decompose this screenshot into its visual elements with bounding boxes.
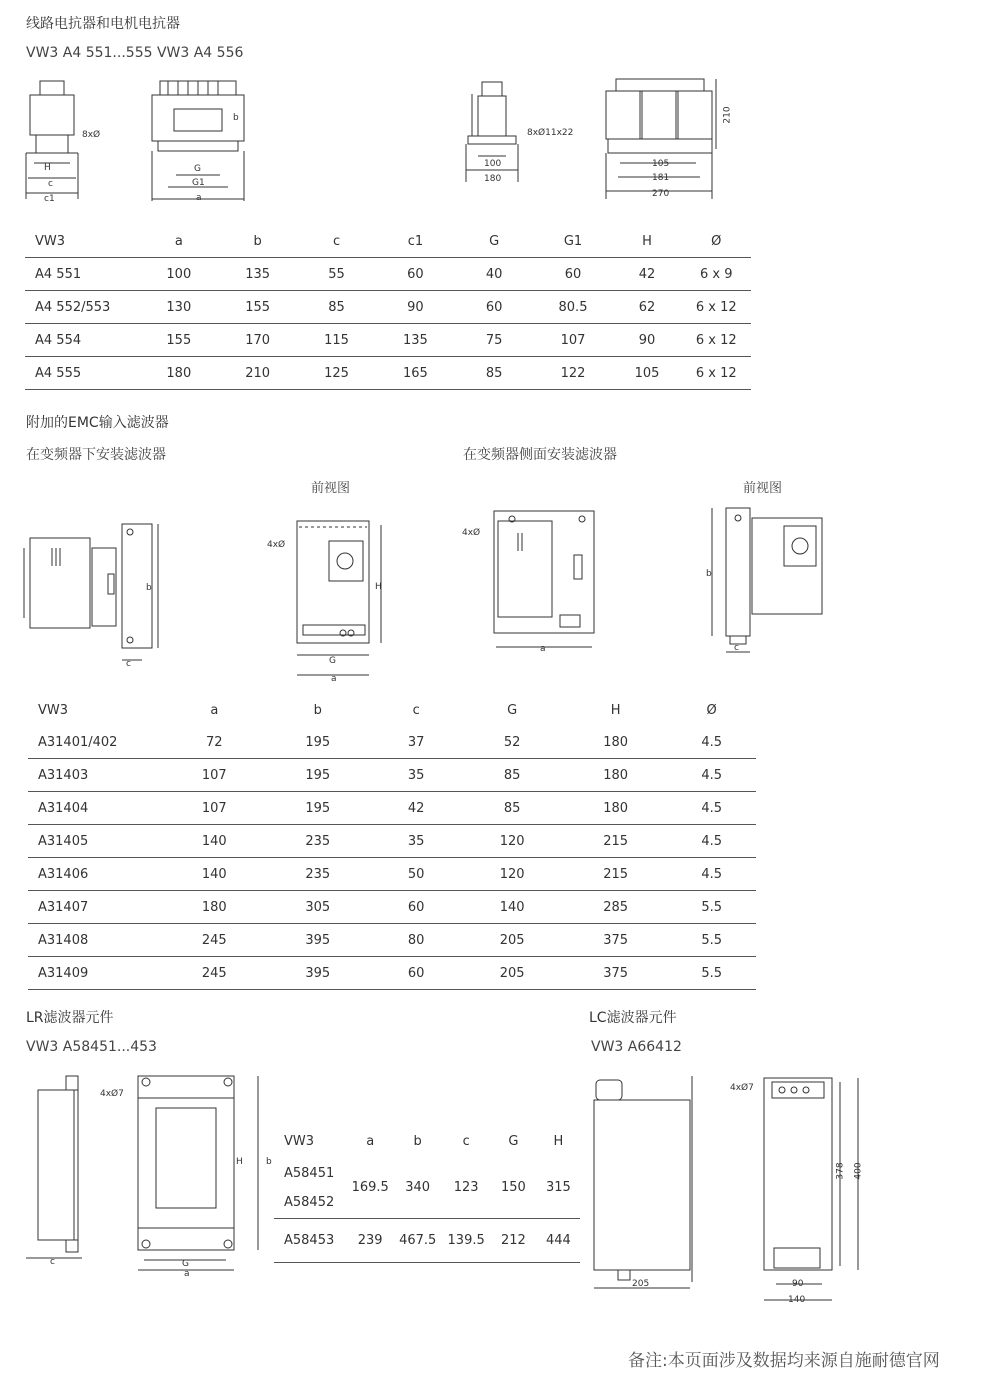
lr-filter-table [274,1124,580,1263]
dim-a: a [196,193,202,203]
dim-b: b [266,1157,272,1167]
dim-c: c [50,1257,55,1267]
dim-G: G [182,1259,189,1269]
table-row: A4 555 180 210 125 165 85 122 105 6 x 12 [25,357,751,390]
th-a: a [174,233,183,249]
table-row: A4 551 100 135 55 60 40 60 42 6 x 9 [25,258,751,291]
table-row: A31407 180 305 60 140 285 5.5 [28,891,756,924]
dim-hole: 4xØ7 [100,1089,124,1099]
dim-a: a [184,1269,190,1278]
dim-140: 140 [788,1295,806,1305]
table-row: A4 554 155 170 115 135 75 107 90 6 x 12 [25,324,751,357]
dim-c: c [734,643,739,653]
table-row: A31401/402 72 195 37 52 180 4.5 [28,726,756,759]
dim-H: H [44,163,51,173]
section2-title: 附加的EMC输入滤波器 [26,415,169,431]
front-view-label-right: 前视图 [743,481,783,496]
th-b: b [313,702,322,718]
table-row: A31405 140 235 35 120 215 4.5 [28,825,756,858]
dim-205: 205 [632,1279,650,1289]
emc-side-drawing [460,505,610,655]
dim-H: H [236,1157,243,1167]
dim-400: 400 [853,1162,864,1180]
dim-180: 180 [484,174,502,184]
reactor-table [25,225,751,390]
th-b: b [413,1133,422,1149]
dim-100: 100 [484,159,502,169]
front-view-label-left: 前视图 [311,481,351,496]
th-vw3: VW3 [38,702,69,718]
lc-filter-side-drawing [588,1072,698,1294]
th-c1: c1 [407,233,424,249]
dim-hole: 4xØ [462,528,481,538]
th-a: a [210,702,219,718]
dim-c1: c1 [44,194,55,204]
th-H: H [553,1133,564,1149]
dim-a: a [540,644,546,654]
th-dia: Ø [711,233,722,249]
dim-H: H [375,582,382,592]
th-vw3: VW3 [284,1133,315,1149]
emc-under-front-drawing [265,505,395,685]
table-row: A58451 169.5 340 123 150 315 [274,1158,580,1188]
table-row: A58453 239 467.5 139.5 212 444 [274,1218,580,1262]
dim-270: 270 [652,189,670,199]
table-row: A58452 [274,1188,580,1218]
reactor-side-drawing [22,75,82,205]
section1-title: 线路电抗器和电机电抗器 [26,16,180,32]
dim-b: b [233,113,239,123]
large-reactor-front-drawing [600,75,730,203]
table-row: A31406 140 235 50 120 215 4.5 [28,858,756,891]
dim-G1: G1 [192,178,205,188]
dim-G: G [329,656,336,666]
section2-sub-left: 在变频器下安装滤波器 [26,447,166,463]
section1-models: VW3 A4 551...555 VW3 A4 556 [26,45,244,61]
dim-hole: 4xØ [267,540,286,550]
emc-filter-table [28,694,756,990]
table-row: A4 552/553 130 155 85 90 60 80.5 62 6 x 12 [25,291,751,324]
section3-title: LR滤波器元件 [26,1010,114,1026]
table-row: A31408 245 395 80 205 375 5.5 [28,924,756,957]
dim-c: c [126,659,131,669]
emc-side-front-drawing [700,500,830,660]
dim-181: 181 [652,173,670,183]
th-vw3: VW3 [35,233,66,249]
dim-hole-label: 8xØ [82,130,101,140]
th-dia: Ø [706,702,717,718]
section2-sub-right: 在变频器侧面安装滤波器 [463,447,617,463]
th-G1: G1 [563,233,583,249]
th-G: G [508,1133,519,1149]
th-H: H [610,702,621,718]
dim-hole: 4xØ7 [730,1083,754,1093]
th-c: c [462,1133,470,1149]
lr-filter-side-drawing [22,1068,92,1268]
dim-b: b [706,569,712,579]
section3-models: VW3 A58451...453 [26,1039,157,1055]
reactor-front-drawing [148,75,248,207]
dim-c: c [48,179,53,189]
th-G: G [507,702,518,718]
dim-105: 105 [652,159,670,169]
dim-b: b [146,583,152,593]
th-c: c [332,233,341,249]
dim-a: a [331,674,337,684]
footer-note: 备注:本页面涉及数据均来源自施耐德官网 [628,1351,940,1371]
dim-hole-large: 8xØ11x22 [527,128,574,138]
dim-G: G [194,164,201,174]
section4-title: LC滤波器元件 [589,1010,677,1026]
table-row: A31403 107 195 35 85 180 4.5 [28,759,756,792]
dim-378: 378 [835,1162,846,1180]
dim-90: 90 [792,1279,804,1289]
th-H: H [642,233,652,249]
th-c: c [412,702,420,718]
table-row: A31404 107 195 42 85 180 4.5 [28,792,756,825]
th-G: G [489,233,500,249]
section4-models: VW3 A66412 [591,1039,682,1055]
th-a: a [366,1133,375,1149]
lr-filter-front-drawing [96,1068,276,1278]
table-row: A31409 245 395 60 205 375 5.5 [28,957,756,990]
th-b: b [253,233,262,249]
lc-filter-front-drawing [726,1072,866,1308]
dim-210: 210 [722,106,733,124]
emc-under-side-drawing [22,518,162,670]
